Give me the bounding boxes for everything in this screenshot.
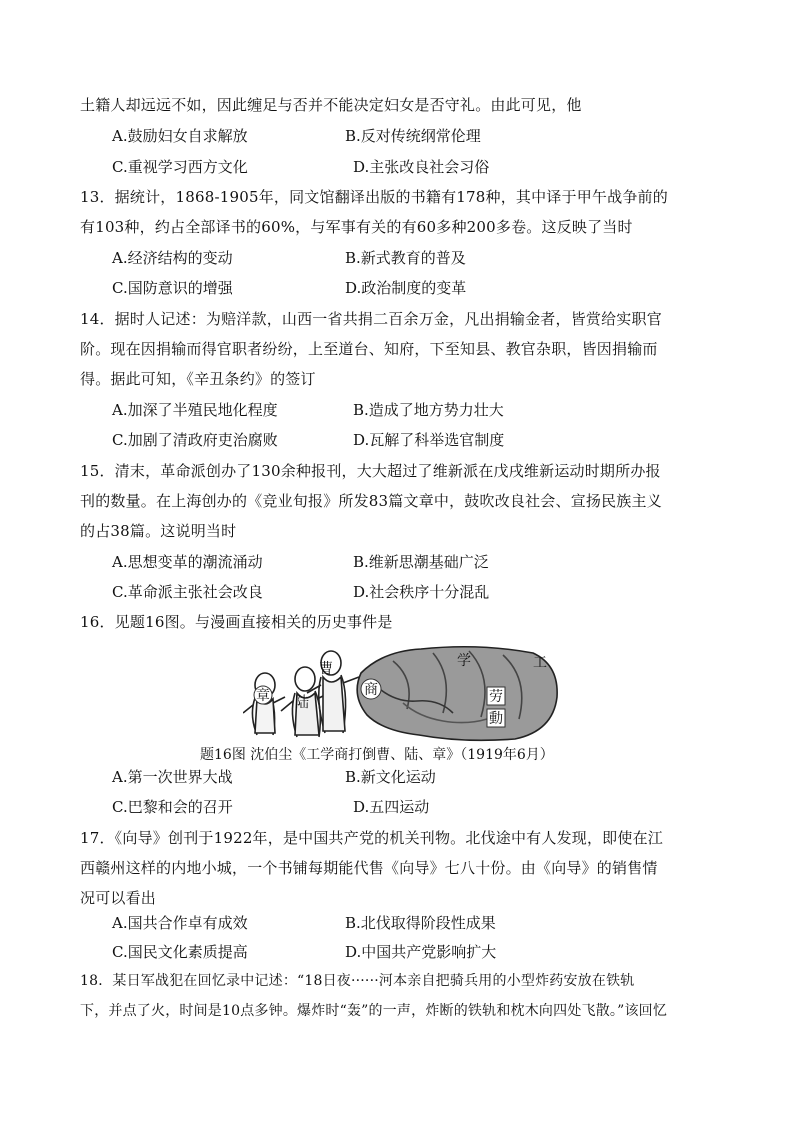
q12-option-d: D.主张改良社会习俗 (353, 158, 490, 176)
q18-stem-line1: 18．某日军战犯在回忆录中记述：“18日夜······河本亲自把骑兵用的小型炸药安放在铁轨 (80, 973, 635, 989)
q17-stem-line2: 西赣州这样的内地小城，一个书铺每期能代售《向导》七八十份。由《向导》的销售情 (80, 859, 658, 877)
q17-stem-line1: 17．《向导》创刊于1922年，是中国共产党的机关刊物。北伐途中有人发现，即使在江 (80, 829, 663, 847)
q16-option-b: B.新文化运动 (345, 768, 436, 786)
q13-option-c: C.国防意识的增强 (112, 279, 233, 297)
q12-option-b: B.反对传统纲常伦理 (345, 127, 481, 145)
q14-option-a: A.加深了半殖民地化程度 (112, 401, 278, 419)
q13-option-d: D.政治制度的变革 (345, 279, 467, 297)
label-xue: 学 (457, 653, 471, 669)
q15-option-d: D.社会秩序十分混乱 (353, 583, 490, 601)
q17-option-d: D.中国共产党影响扩大 (345, 943, 497, 961)
q17-option-b: B.北伐取得阶段性成果 (345, 914, 496, 932)
label-lu: 陆 (295, 695, 309, 711)
q13-option-b: B.新式教育的普及 (345, 249, 466, 267)
q16-figure-caption: 题16图 沈伯尘《工学商打倒曹、陆、章》（1919年6月） (200, 747, 554, 763)
q15-stem-line1: 15．清末，革命派创办了130余种报刊，大大超过了维新派在戊戌维新运动时期所办报 (80, 462, 661, 480)
q15-option-a: A.思想变革的潮流涌动 (112, 553, 263, 571)
label-lao: 劳 (489, 689, 503, 705)
q14-option-c: C.加剧了清政府吏治腐败 (112, 431, 278, 449)
cartoon-illustration (243, 643, 561, 743)
label-shang: 商 (364, 682, 378, 698)
q12-option-a: A.鼓励妇女自求解放 (112, 127, 248, 145)
q17-stem-line3: 况可以看出 (80, 889, 157, 907)
q14-stem-line1: 14．据时人记述：为赔洋款，山西一省共捐二百余万金，凡出捐输金者，皆赏给实职官 (80, 310, 662, 328)
q15-option-c: C.革命派主张社会改良 (112, 583, 263, 601)
label-zhang: 章 (256, 688, 270, 704)
label-gong: 工 (533, 655, 547, 671)
q16-cartoon-figure (243, 643, 561, 743)
q14-option-d: D.瓦解了科举选官制度 (353, 431, 505, 449)
label-dong: 動 (489, 711, 503, 727)
q14-stem-line3: 得。据此可知，《辛丑条约》的签订 (80, 370, 316, 388)
q15-stem-line2: 刊的数量。在上海创办的《竞业旬报》所发83篇文章中，鼓吹改良社会、宣扬民族主义 (80, 492, 662, 510)
q14-option-b: B.造成了地方势力壮大 (353, 401, 504, 419)
q16-stem-line1: 16．见题16图。与漫画直接相关的历史事件是 (80, 613, 393, 631)
q16-option-d: D.五四运动 (353, 798, 430, 816)
q12-stem-cont: 土籍人却远远不如，因此缠足与否并不能决定妇女是否守礼。由此可见，他 (80, 96, 582, 114)
label-cao: 曹 (319, 661, 333, 677)
q15-option-b: B.维新思潮基础广泛 (353, 553, 489, 571)
q16-option-c: C.巴黎和会的召开 (112, 798, 233, 816)
q12-option-c: C.重视学习西方文化 (112, 158, 248, 176)
q15-stem-line3: 的占38篇。这说明当时 (80, 522, 237, 540)
q13-stem-line2: 有103种，约占全部译书的60%，与军事有关的有60多种200多卷。这反映了当时 (80, 218, 633, 236)
q13-stem-line1: 13．据统计，1868-1905年，同文馆翻译出版的书籍有178种，其中译于甲午战争前的 (80, 188, 668, 206)
q17-option-c: C.国民文化素质提高 (112, 943, 248, 961)
q18-stem-line2: 下，并点了火，时间是10点多钟。爆炸时“轰”的一声，炸断的铁轨和枕木向四处飞散。”该回忆 (80, 1003, 668, 1019)
q16-option-a: A.第一次世界大战 (112, 768, 233, 786)
q14-stem-line2: 阶。现在因捐输而得官职者纷纷，上至道台、知府，下至知县、教官杂职，皆因捐输而 (80, 340, 658, 358)
q13-option-a: A.经济结构的变动 (112, 249, 233, 267)
q17-option-a: A.国共合作卓有成效 (112, 914, 248, 932)
